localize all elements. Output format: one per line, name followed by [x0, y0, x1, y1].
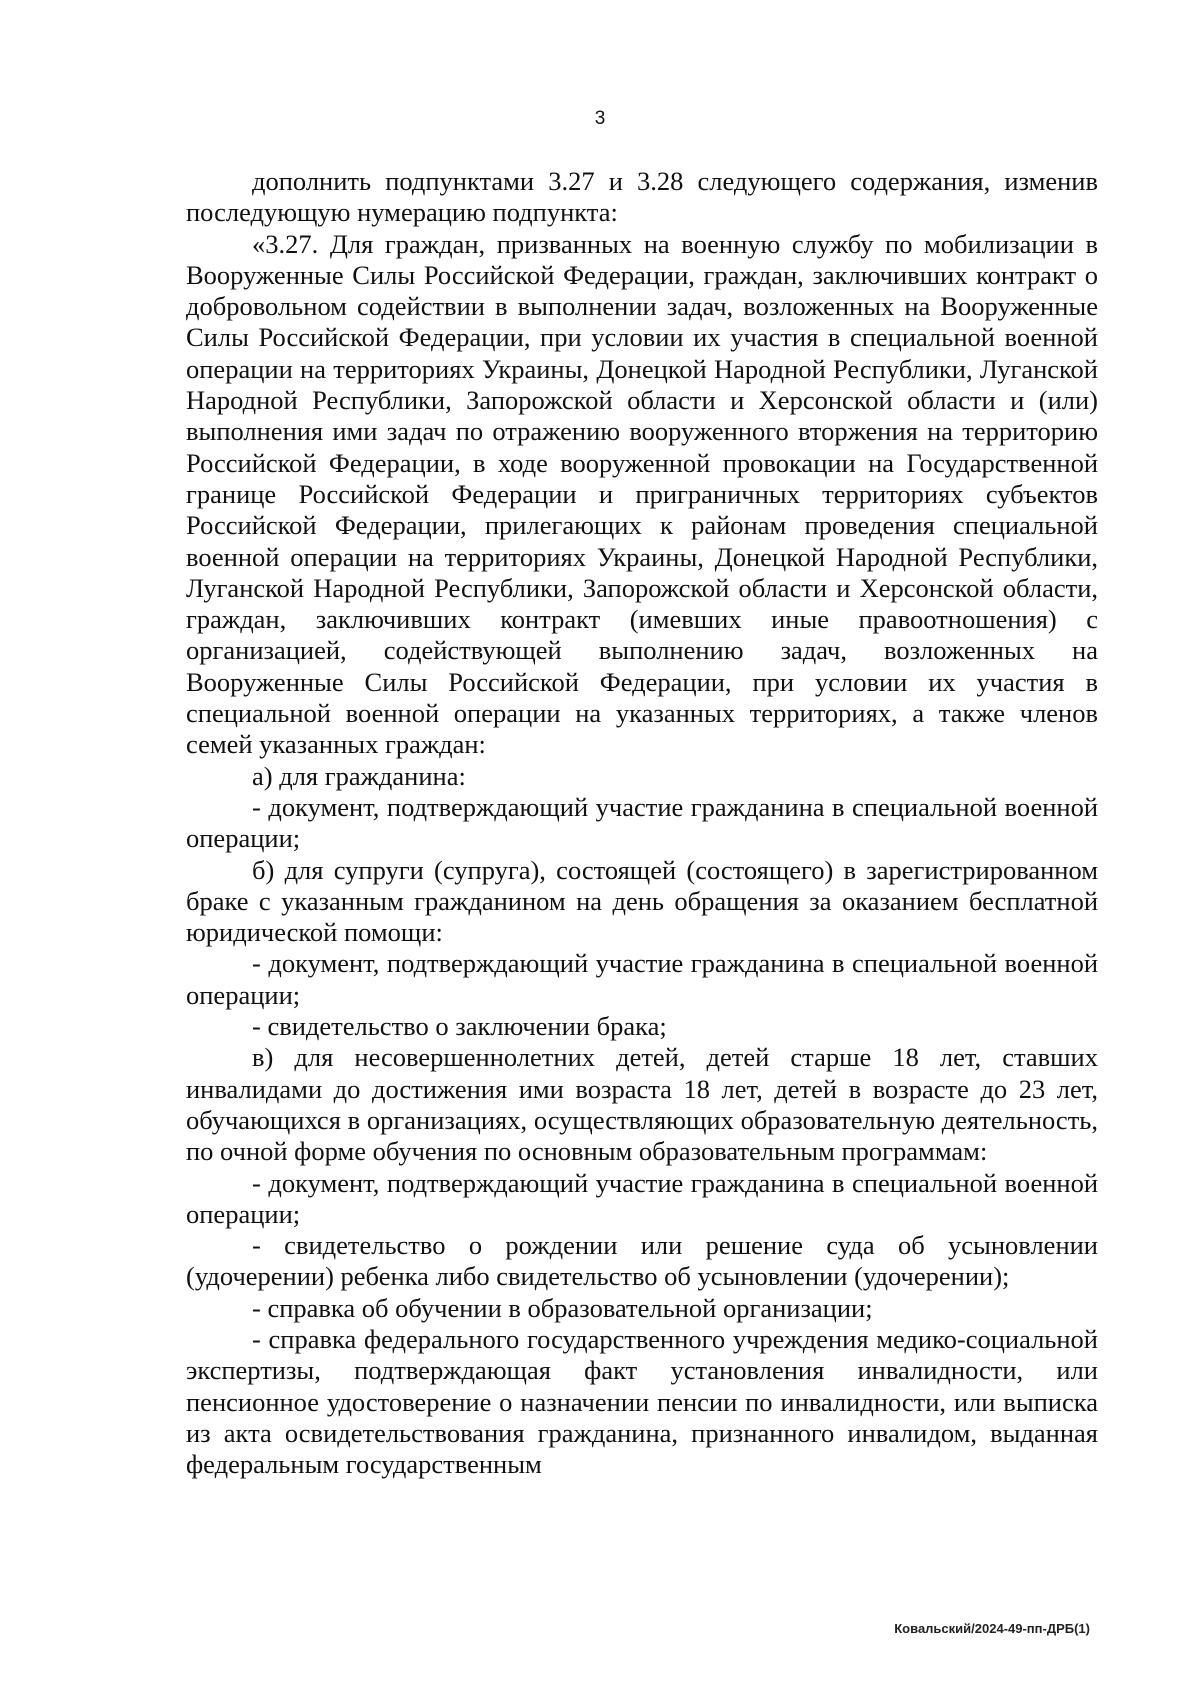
paragraph: «3.27. Для граждан, призванных на военную службу по мобилизации в Вооруженные Силы Российской Федерации, граждан, заключивших контракт о добровольном содействии в выполнении задач, возложенных на Вооруженные Силы Российской Федерации, при условии их участия в специальной военной операции на территориях Украины, Донецкой Народной Республики, Луганской Народной Республики, Запорожской области и Херсонской области и (или) выполнения ими задач по отражению вооруженного вторжения на территорию Российской Федерации, в ходе вооруженной провокации на Государственной границе Российской Федерации и приграничных территориях субъектов Российской Федерации, прилегающих к районам проведения специальной военной операции на территориях Украины, Донецкой Народной Республики, Луганской Народной Республики, Запорожской области и Херсонской области, граждан, заключивших контракт (имевших иные правоотношения) с организацией, содействующей выполнению задач, возложенных на Вооруженные Силы Российской Федерации, при условии их участия в специальной военной операции на указанных территориях, а также членов семей указанных граждан:: [186, 228, 1098, 760]
document-body: [186, 166, 1098, 1480]
paragraph: - документ, подтверждающий участие гражданина в специальной военной операции;: [186, 791, 1098, 854]
paragraph: б) для супруги (супруга), состоящей (состоящего) в зарегистрированном браке с указанным гражданином на день обращения за оказанием бесплатной юридической помощи:: [186, 854, 1098, 948]
paragraph: - документ, подтверждающий участие гражданина в специальной военной операции;: [186, 948, 1098, 1010]
document-code: Ковальский/2024-49-пп-ДРБ(1): [894, 1621, 1090, 1636]
paragraph: - справка федерального государственного учреждения медико-социальной экспертизы, подтверждающая факт установления инвалидности, или пенсионное удостоверение о назначении пенсии по инвалидности, или выписка из акта освидетельствования гражданина, признанного инвалидом, выданная федеральным государственным: [186, 1323, 1098, 1480]
paragraph: - справка об обучении в образовательной организации;: [252, 1292, 873, 1323]
paragraph: в) для несовершеннолетних детей, детей старше 18 лет, ставших инвалидами до достижения ими возраста 18 лет, детей в возрасте до 23 лет, обучающихся в организациях, осуществляющих образовательную деятельность, по очной форме обучения по основным образовательным программам:: [186, 1042, 1098, 1167]
paragraph: а) для гражданина:: [252, 760, 466, 791]
paragraph: дополнить подпунктами 3.27 и 3.28 следующего содержания, изменив последующую нумерацию подпункта:: [186, 166, 1098, 228]
paragraph: - свидетельство о рождении или решение суда об усыновлении (удочерении) ребенка либо свидетельство об усыновлении (удочерении);: [186, 1230, 1098, 1292]
page-number: 3: [594, 108, 606, 129]
paragraph: - свидетельство о заключении брака;: [252, 1011, 667, 1042]
paragraph: - документ, подтверждающий участие гражданина в специальной военной операции;: [186, 1167, 1098, 1229]
